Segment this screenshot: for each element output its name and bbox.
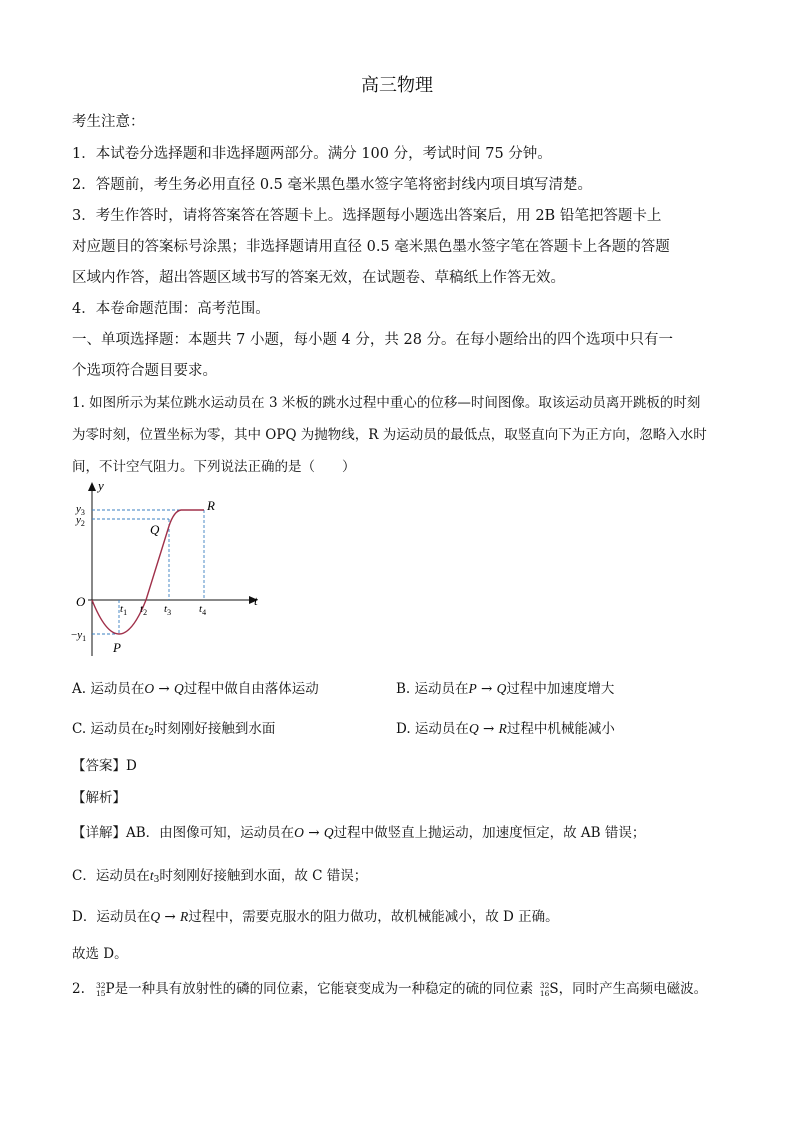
label-t1: $t_1$ bbox=[120, 603, 128, 617]
page-title: 高三物理 bbox=[361, 75, 433, 96]
sulfur-isotope-numbers: 32 16 bbox=[539, 981, 550, 998]
detail-line: 【详解】AB．由图像可知，运动员在O → Q过程中做竖直上抛运动，加速度恒定，故 AB 错误； bbox=[72, 825, 646, 841]
label-R: R bbox=[207, 498, 215, 513]
question-2-line-1: 2. 32 15 P是一种具有放射性的磷的同位素，它能衰变成为一种稳定的硫的同位素 32 16 S，同时产生高频电磁波。 bbox=[72, 981, 708, 998]
analysis-header: 【解析】 bbox=[72, 790, 126, 806]
label-neg-y1: $-y_1$ bbox=[71, 629, 87, 643]
section-heading: 一、单项选择题：本题共 7 小题，每小题 4 分，共 28 分。在每小题给出的四个选项中只有一 bbox=[72, 332, 674, 348]
label-y2: $y_2$ bbox=[76, 514, 85, 528]
label-t2: $t_2$ bbox=[140, 603, 148, 617]
label-y3: $y_3$ bbox=[76, 503, 85, 517]
notice-header: 考生注意： bbox=[72, 114, 145, 130]
option-a: A. 运动员在O → Q过程中做自由落体运动 bbox=[72, 681, 319, 697]
question-1-line-2: 为零时刻，位置坐标为零，其中 OPQ 为抛物线，R 为运动员的最低点，取竖直向下为正方向，忽略入水时 bbox=[72, 427, 707, 443]
notice-4: 4．本卷命题范围：高考范围。 bbox=[72, 301, 270, 317]
notice-2: 2．答题前，考生务必用直径 0.5 毫米黑色墨水签字笔将密封线内项目填写清楚。 bbox=[72, 177, 593, 193]
notice-3-cont2: 区域内作答，超出答题区域书写的答案无效，在试题卷、草稿纸上作答无效。 bbox=[72, 270, 565, 286]
label-t3: $t_3$ bbox=[164, 603, 172, 617]
answer: 【答案】D bbox=[72, 758, 137, 774]
y-axis-arrow bbox=[88, 482, 96, 491]
t-axis-label: t bbox=[254, 593, 258, 608]
question-1-line-1: 1. 如图所示为某位跳水运动员在 3 米板的跳水过程中重心的位移—时间图像。取该运动员离开跳板的时刻 bbox=[72, 395, 701, 411]
notice-3: 3．考生作答时，请将答案答在答题卡上。选择题每小题选出答案后，用 2B 铅笔把答题卡上 bbox=[72, 208, 662, 224]
y-axis-label: y bbox=[98, 478, 104, 493]
notice-1: 1．本试卷分选择题和非选择题两部分。满分 100 分，考试时间 75 分钟。 bbox=[72, 146, 552, 162]
option-d: D. 运动员在Q → R过程中机械能减小 bbox=[396, 721, 615, 737]
option-c: C. 运动员在$t_2$时刻刚好接触到水面 bbox=[72, 721, 276, 738]
displacement-time-graph bbox=[68, 476, 268, 661]
label-t4: $t_4$ bbox=[199, 603, 207, 617]
origin-label: O bbox=[76, 594, 86, 609]
notice-3-cont: 对应题目的答案标号涂黑；非选择题请用直径 0.5 毫米黑色墨水签字笔在答题卡上各题的答题 bbox=[72, 239, 670, 255]
option-b: B. 运动员在P → Q过程中加速度增大 bbox=[396, 681, 615, 697]
detail-d: D．运动员在Q → R过程中，需要克服水的阻力做功，故机械能减小，故 D 正确。 bbox=[72, 909, 559, 925]
label-P: P bbox=[113, 640, 121, 655]
phosphorus-isotope-numbers: 32 15 bbox=[95, 981, 106, 998]
detail-c: C．运动员在$t_3$时刻刚好接触到水面，故 C 错误； bbox=[72, 868, 368, 885]
label-Q: Q bbox=[150, 522, 160, 537]
section-heading-cont: 个选项符合题目要求。 bbox=[72, 363, 217, 379]
conclusion: 故选 D。 bbox=[72, 946, 128, 962]
trajectory-curve bbox=[92, 510, 207, 634]
question-1-line-3: 间，不计空气阻力。下列说法正确的是（ ） bbox=[72, 459, 356, 475]
